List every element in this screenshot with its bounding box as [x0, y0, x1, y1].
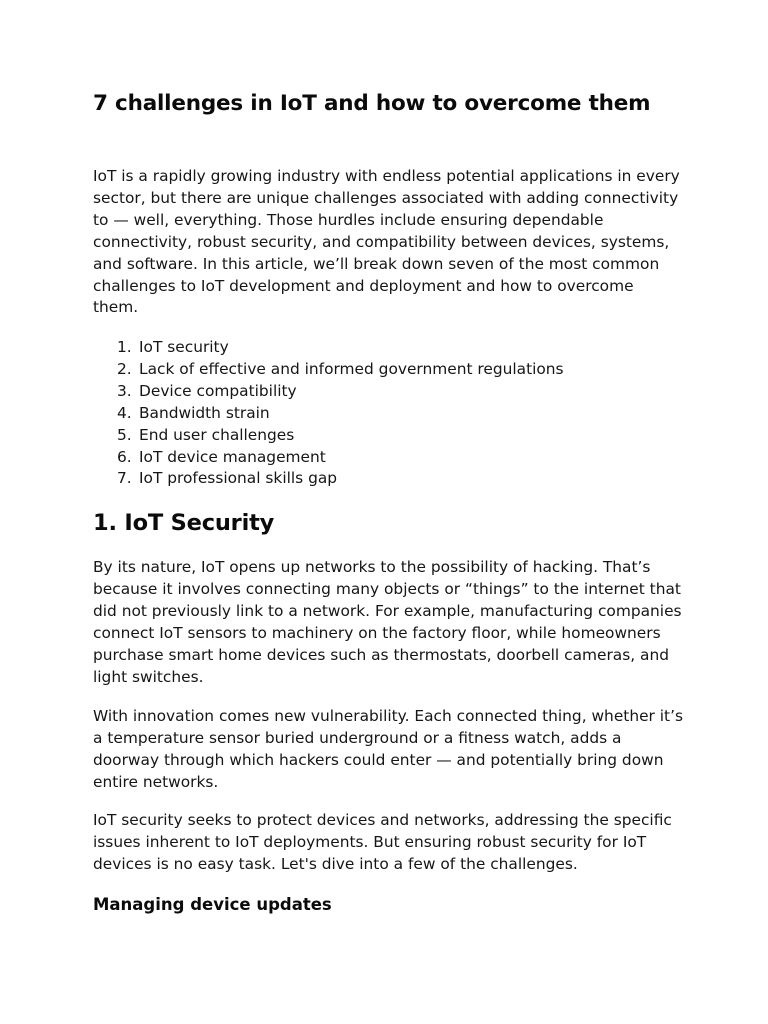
list-item — [93, 468, 564, 490]
section-paragraph: IoT security seeks to protect devices and networks, addressing the specific issues inherent to IoT deployments. But ensuring robust security for IoT devices is no easy task. Let's dive into a few of the challenges. — [93, 811, 672, 873]
list-item — [93, 381, 564, 403]
list-item-number: 7. — [117, 469, 132, 488]
section-paragraph: By its nature, IoT opens up networks to the possibility of hacking. That’s because it involves connecting many objects or “things” to the internet that did not previously link to a network. For example, manufacturing companies connect IoT sensors to machinery on the factory floor, while homeowners purchase smart home devices such as thermostats, doorbell cameras, and light switches. — [93, 558, 682, 686]
list-item-label: Device compatibility — [139, 381, 297, 400]
list-item-label: Lack of effective and informed government regulations — [139, 359, 564, 378]
challenges-list — [93, 337, 564, 490]
intro-paragraph: IoT is a rapidly growing industry with endless potential applications in every sector, but there are unique challenges associated with adding connectivity to — well, everything. Those hurdles include ensuring dependable connectivity, robust security, and compatibility between devices, systems, and software. In this article, we’ll break down seven of the most common challenges to IoT development and deployment and how to overcome them. — [93, 167, 680, 317]
list-item-label: IoT professional skills gap — [139, 469, 338, 488]
list-item-number: 6. — [117, 447, 132, 466]
section-paragraph: With innovation comes new vulnerability. Each connected thing, whether it’s a temperature sensor buried underground or a fitness watch, adds a doorway through which hackers could enter — and potentially bring down entire networks. — [93, 707, 683, 791]
document-title: 7 challenges in IoT and how to overcome them — [93, 91, 651, 116]
list-item-number: 3. — [117, 381, 132, 400]
list-item-number: 5. — [117, 425, 132, 444]
list-item-label: IoT security — [139, 338, 229, 356]
list-item-number: 2. — [117, 359, 132, 378]
list-item — [93, 359, 564, 381]
list-item-label: IoT device management — [139, 447, 326, 466]
subheading-managing-device-updates: Managing device updates — [93, 895, 332, 914]
list-item-label: Bandwidth strain — [139, 403, 270, 422]
list-item-label: End user challenges — [139, 425, 295, 444]
list-item — [93, 447, 564, 469]
list-item-number: 4. — [117, 403, 132, 422]
list-item — [93, 403, 564, 425]
list-item — [93, 425, 564, 447]
list-item-number: 1. — [117, 338, 132, 356]
list-item — [93, 337, 564, 359]
section-heading-iot-security: 1. IoT Security — [93, 510, 275, 536]
